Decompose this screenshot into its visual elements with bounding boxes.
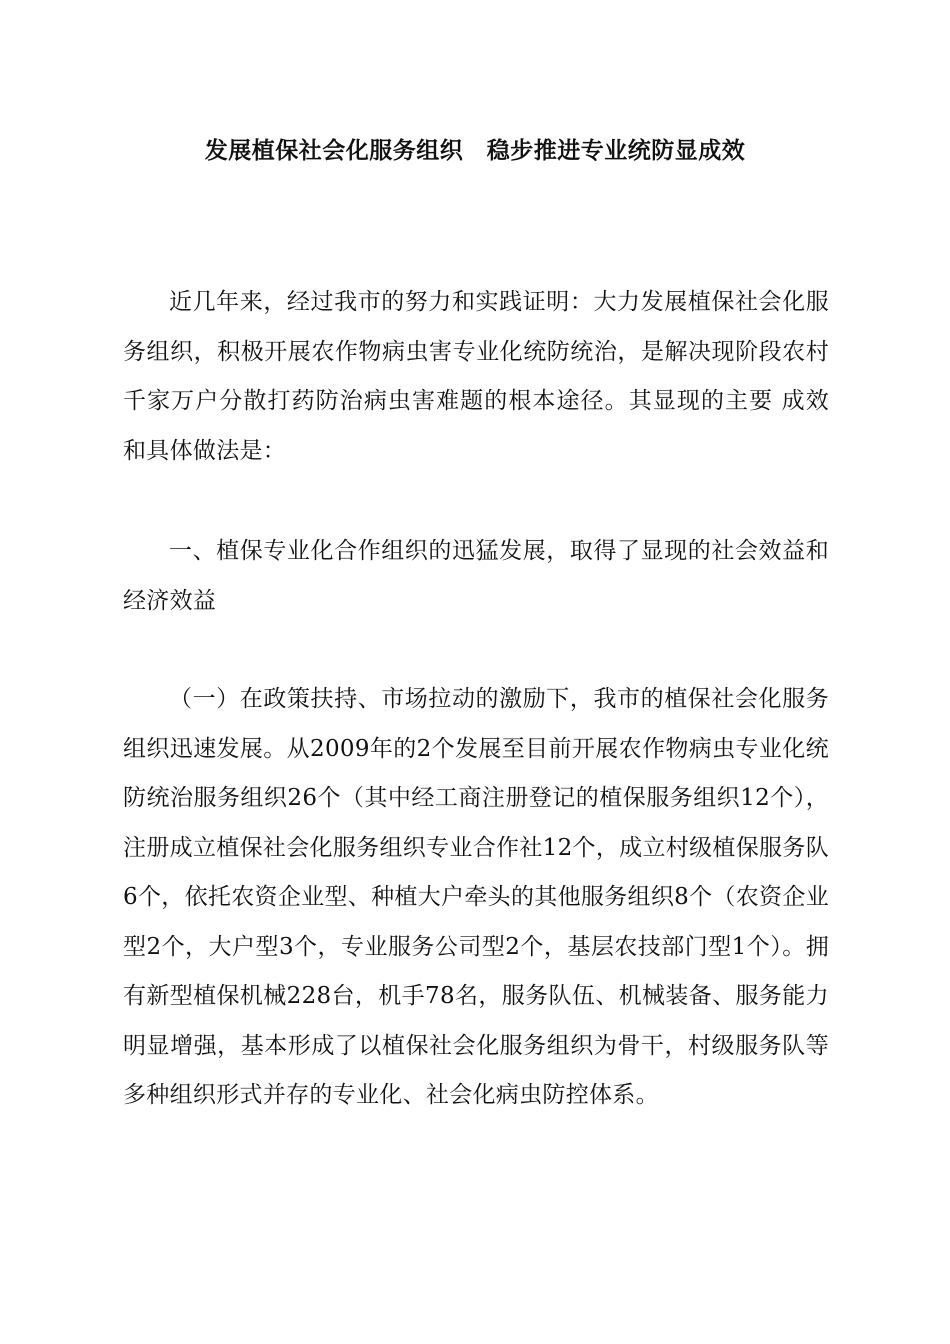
- paragraph-section-heading: 一、植保专业化合作组织的迅猛发展，取得了显现的社会效益和经济效益: [123, 538, 829, 614]
- document-title: 发展植保社会化服务组织 稳步推进专业统防显成效: [204, 138, 746, 164]
- paragraph-intro: 近几年来，经过我市的努力和实践证明：大力发展植保社会化服务组织，积极开展农作物病虫害专业化统防统治，是解决现阶段农村千家万户分散打药防治病虫害难题的根本途径。其显现的主要 成效和具体做法是：: [123, 289, 829, 464]
- paragraph-subsection-one: （一）在政策扶持、市场拉动的激励下，我市的植保社会化服务组织迅速发展。从2009年的2个发展至目前开展农作物病虫专业化统防统治服务组织26个（其中经工商注册登记的植保服务组织12个），注册成立植保社会化服务组织专业合作社12个，成立村级植保服务队6个，依托农资企业型、种植大户牵头的其他服务组织8个（农资企业型2个，大户型3个，专业服务公司型2个，基层农技部门型1个）。拥有新型植保机械228台，机手78名，服务队伍、机械装备、服务能力明显增强，基本形成了以植保社会化服务组织为骨干，村级服务队等多种组织形式并存的专业化、社会化病虫防控体系。: [123, 686, 829, 1108]
